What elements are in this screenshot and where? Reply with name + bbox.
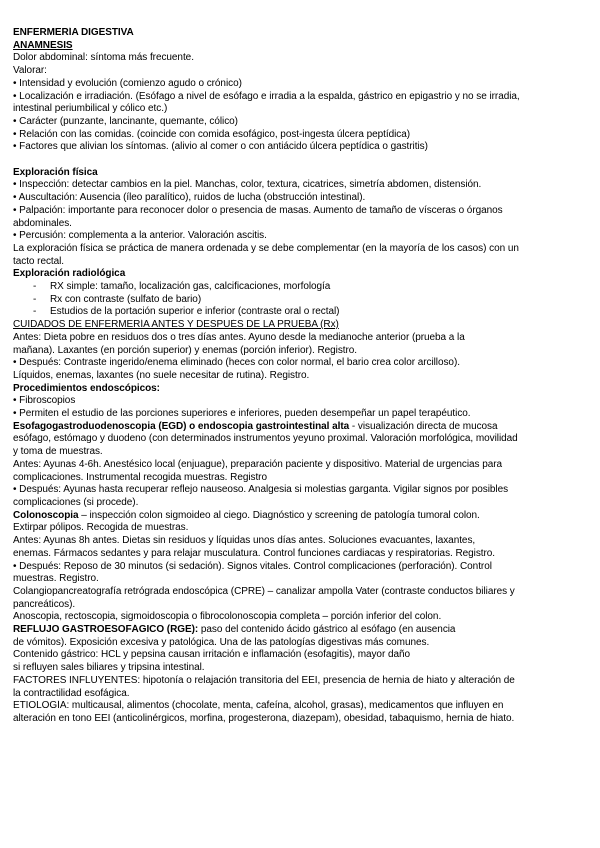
anamnesis-line: Valorar: [13,65,47,77]
anamnesis-line: • Intensidad y evolución (comienzo agudo o crónico) [13,77,242,89]
dash-bullet: - [33,293,37,305]
colonoscopia-line: enemas. Fármacos sedantes y para relajar musculatura. Control funciones cardiacas y respiratorias. Registro. [13,547,496,559]
exploracion-fisica-line: tacto rectal. [13,255,65,267]
anamnesis-line: Dolor abdominal: síntoma más frecuente. [13,52,194,64]
exploracion-fisica-line: • Palpación: importante para reconocer dolor o presencia de masas. Aumento de tamaño de vísceras o órganos [13,204,503,216]
document-page [13,27,588,726]
colonoscopia-line: • Después: Reposo de 30 minutos (si sedación). Signos vitales. Control complicaciones (perforación). Control [13,560,492,572]
anamnesis-line: • Factores que alivian los síntomas. (alivio al comer o con antiácido úlcera peptídica o gastritis) [13,141,428,153]
colonoscopia-line: Antes: Ayunas 8h antes. Dietas sin residuos y líquidas unos días antes. Soluciones evacuantes, laxantes, [13,535,476,547]
anamnesis-line: • Localización e irradiación. (Esófago a nivel de esófago e irradia a la espalda, gástrico en epigastrio y no se irradia, [13,90,520,102]
endoscopicos-heading: Procedimientos endoscópicos: [13,382,160,394]
reflujo-line: si refluyen sales biliares y tripsina intestinal. [13,662,205,674]
colonoscopia-line: Anoscopia, rectoscopia, sigmoidoscopia o fibrocolonoscopia completa – porción inferior del colon. [13,611,442,623]
reflujo-line: alteración en tono EEI (anticolinérgicos, morfina, progesterona, diazepam), obesidad, tabaquismo, hernia de hiato. [13,712,515,724]
dash-bullet: - [33,306,37,318]
colonoscopia-line: Extirpar pólipos. Recogida de muestras. [13,522,189,534]
radiologica-list-item [13,306,588,319]
egd-line: esófago, estómago y duodeno (con determinados instrumentos yeyuno proximal. Valoración morfológica, movilidad [13,433,518,445]
cuidados-line: mañana). Laxantes (en porción superior) y enemas (porción inferior). Registro. [13,344,358,356]
anamnesis-heading: ANAMNESIS [13,39,73,51]
colonoscopia-first-line [13,510,588,523]
spacer [13,154,588,167]
radiologica-item-text: Rx con contraste (sulfato de bario) [50,293,202,305]
colonoscopia-title: Colonoscopia [13,509,79,521]
radiologica-item-text: RX simple: tamaño, localización gas, calcificaciones, morfología [50,281,331,293]
exploracion-fisica-line: • Inspección: detectar cambios en la piel. Manchas, color, textura, cicatrices, simetría abdomen, distensión. [13,179,482,191]
egd-line: Antes: Ayunas 4-6h. Anestésico local (enjuague), preparación paciente y dispositivo. Material de urgencias para [13,458,503,470]
anamnesis-line: • Relación con las comidas. (coincide con comida esofágico, post-ingesta úlcera peptídica) [13,128,410,140]
cuidados-heading: CUIDADOS DE ENFERMERÍA ANTES Y DESPUÉS DE LA PRUEBA (Rx) [13,319,339,331]
egd-line: • Después: Ayunas hasta recuperar reflejo nauseoso. Analgesia si molestias garganta. Vigilar signos por posibles [13,484,509,496]
document-title: ENFERMERÍA DIGESTIVA [13,27,134,38]
colonoscopia-line: Colangiopancreatografía retrógrada endoscópica (CPRE) – canalizar ampolla Vater (contraste conductos biliares y [13,585,515,597]
exploracion-radiologica-heading: Exploración radiológica [13,268,126,280]
endoscopicos-line: • Fibroscopios [13,395,76,407]
endoscopicos-line: • Permiten el estudio de las porciones superiores e inferiores, pueden desempeñar un papel terapéutico. [13,408,471,420]
dash-bullet: - [33,281,37,293]
reflujo-line: de vómitos). Exposición excesiva y patológica. Una de las patologías digestivas más comunes. [13,636,430,648]
reflujo-title: REFLUJO GASTROESOFÁGICO (RGE): [13,624,199,636]
reflujo-line: la contractilidad esofágica. [13,687,130,699]
colonoscopia-line: muestras. Registro. [13,573,99,585]
cuidados-line: Líquidos, enemas, laxantes (no suele necesitar de rutina). Registro. [13,369,310,381]
radiologica-list-item [13,294,588,307]
reflujo-line: ETIOLOGÍA: multicausal, alimentos (chocolate, menta, cafeína, alcohol, grasas), medicamentos que influyen en [13,700,504,712]
egd-intro: - visualización directa de mucosa [349,420,498,432]
exploracion-fisica-line: • Auscultación: Ausencia (íleo paralítico), ruidos de lucha (obstrucción intestinal). [13,192,366,204]
reflujo-first-line [13,624,588,637]
colonoscopia-intro: – inspección colon sigmoideo al ciego. Diagnóstico y screening de patología tumoral colon. [78,509,480,521]
reflujo-line: FACTORES INFLUYENTES: hipotonía o relajación transitoria del EEI, presencia de hernia de hiato y alteración de [13,674,515,686]
exploracion-fisica-line: La exploración física se práctica de manera ordenada y se debe complementar (en la mayoría de los casos) con un [13,242,519,254]
egd-first-line [13,421,588,434]
egd-line: complicaciones (si procede). [13,497,139,508]
radiologica-item-text: Estudios de la portación superior e inferior (contraste oral o rectal) [50,306,340,318]
exploracion-fisica-heading: Exploración física [13,166,98,178]
egd-title: Esofagogastroduodenoscopia (EGD) o endoscopia gastrointestinal alta [13,420,350,432]
anamnesis-line: intestinal periumbilical y cólico etc.) [13,103,168,115]
exploracion-fisica-line: abdominales. [13,217,72,229]
anamnesis-line: • Carácter (punzante, lancinante, quemante, cólico) [13,115,238,127]
egd-line: complicaciones. Instrumental recogida muestras. Registro [13,471,267,483]
reflujo-intro: paso del contenido ácido gástrico al esófago (en ausencia [198,624,456,636]
cuidados-line: • Después: Contraste ingerido/enema eliminado (heces con color normal, el bario crea color arcilloso). [13,357,460,369]
exploracion-fisica-line: • Percusión: complementa a la anterior. Valoración ascitis. [13,230,267,242]
egd-line: y toma de muestras. [13,446,103,458]
colonoscopia-line: pancreáticos). [13,598,76,610]
cuidados-line: Antes: Dieta pobre en residuos dos o tres días antes. Ayuno desde la medianoche anterior (prueba a la [13,331,465,343]
reflujo-line: Contenido gástrico: HCL y pepsina causan irritación e inflamación (esofagitis), mayor daño [13,649,411,661]
radiologica-list-item [13,281,588,294]
